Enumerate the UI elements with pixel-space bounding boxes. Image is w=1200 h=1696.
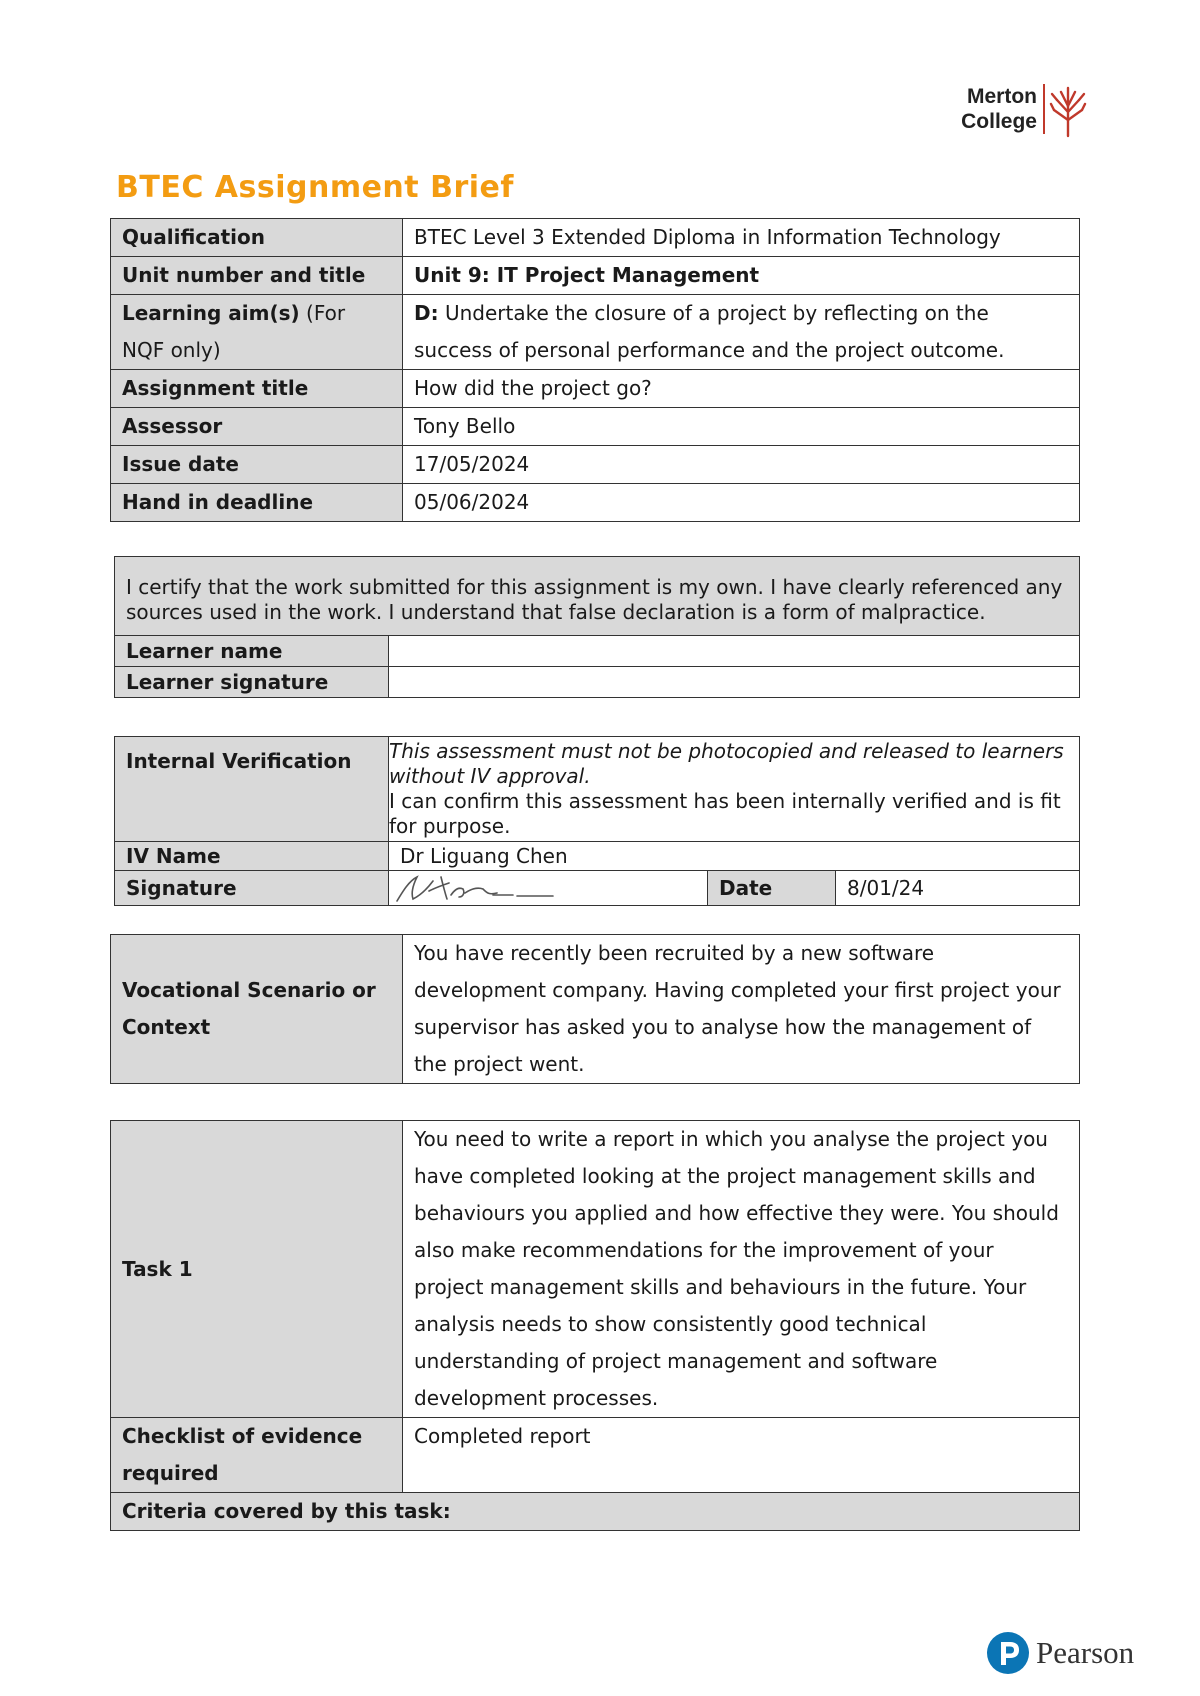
table-row: [115, 737, 1080, 842]
date-value: 8/01/24: [836, 871, 1080, 906]
table-row: [111, 1418, 1080, 1493]
tree-icon: [1049, 82, 1087, 138]
learner-signature-label: Learner signature: [115, 667, 389, 698]
internal-verification-text: [389, 737, 1080, 842]
table-row: [111, 1493, 1080, 1531]
task-label: Task 1: [111, 1121, 403, 1418]
learner-name-label: Learner name: [115, 636, 389, 667]
logo-line-1: Merton: [967, 85, 1037, 108]
iv-note: This assessment must not be photocopied and released to learners without IV approval.: [389, 739, 1064, 788]
table-row: [111, 370, 1080, 408]
task-table: [110, 1120, 1080, 1531]
scenario-label: Vocational Scenario or Context: [111, 935, 403, 1084]
date-label: Date: [708, 871, 836, 906]
table-row: [111, 484, 1080, 522]
logo-divider: [1043, 84, 1045, 134]
table-row: [115, 557, 1080, 636]
iv-name-label: IV Name: [115, 842, 389, 871]
table-row: [115, 871, 1080, 906]
declaration-text: I certify that the work submitted for this assignment is my own. I have clearly referenced any sources used in the work. I understand that false declaration is a form of malpractice.: [115, 557, 1080, 636]
assignment-info-table: [110, 218, 1080, 522]
table-row: [111, 219, 1080, 257]
learning-aim-code: D:: [414, 301, 439, 325]
assessor-value: Tony Bello: [403, 408, 1080, 446]
scenario-table: [110, 934, 1080, 1084]
task-text: You need to write a report in which you analyse the project you have completed looking at the project management skills and behaviours you applied and how effective they were. You should also make recommendations for the improvement of your project management skills and behaviours in the future. Your analysis needs to show consistently good technical understanding of project management and software development processes.: [403, 1121, 1080, 1418]
assessor-label: Assessor: [111, 408, 403, 446]
learning-aim-label-note: (For NQF only): [122, 301, 346, 362]
checklist-label: Checklist of evidence required: [111, 1418, 403, 1493]
pearson-logo: [986, 1631, 1135, 1681]
scenario-text: You have recently been recruited by a new software development company. Having completed your first project your supervisor has asked you to analyse how the management of the project went.: [403, 935, 1080, 1084]
table-row: [111, 257, 1080, 295]
iv-confirm: I can confirm this assessment has been internally verified and is fit for purpose.: [389, 789, 1061, 838]
logo-line-2: College: [961, 110, 1037, 133]
learning-aim-label: [111, 295, 403, 370]
merton-college-logo: [957, 82, 1087, 138]
table-row: [111, 295, 1080, 370]
unit-value: Unit 9: IT Project Management: [403, 257, 1080, 295]
assignment-title-value: How did the project go?: [403, 370, 1080, 408]
qualification-label: Qualification: [111, 219, 403, 257]
iv-name-value: Dr Liguang Chen: [389, 842, 1080, 871]
table-row: [115, 636, 1080, 667]
checklist-value: Completed report: [403, 1418, 1080, 1493]
table-row: [115, 842, 1080, 871]
issue-date-label: Issue date: [111, 446, 403, 484]
document-title: BTEC Assignment Brief: [116, 170, 514, 205]
handwritten-signature: [393, 871, 563, 905]
table-row: [115, 667, 1080, 698]
learning-aim-text: Undertake the closure of a project by reflecting on the success of personal performance and the project outcome.: [414, 301, 1005, 362]
unit-label: Unit number and title: [111, 257, 403, 295]
issue-date-value: 17/05/2024: [403, 446, 1080, 484]
merton-logo-wordmark: [957, 84, 1037, 134]
assignment-title-label: Assignment title: [111, 370, 403, 408]
table-row: [111, 1121, 1080, 1418]
internal-verification-label: Internal Verification: [115, 737, 389, 842]
pearson-p-icon: [986, 1631, 1030, 1675]
learning-aim-label-text: Learning aim(s): [122, 301, 300, 325]
table-row: [111, 935, 1080, 1084]
pearson-wordmark: Pearson: [1036, 1635, 1135, 1670]
table-row: [111, 408, 1080, 446]
signature-label: Signature: [115, 871, 389, 906]
learner-name-field[interactable]: [389, 636, 1080, 667]
deadline-value: 05/06/2024: [403, 484, 1080, 522]
qualification-value: BTEC Level 3 Extended Diploma in Information Technology: [403, 219, 1080, 257]
learner-signature-field[interactable]: [389, 667, 1080, 698]
criteria-label: Criteria covered by this task:: [111, 1493, 1080, 1531]
internal-verification-table: [114, 736, 1080, 906]
learning-aim-value: [403, 295, 1080, 370]
deadline-label: Hand in deadline: [111, 484, 403, 522]
declaration-table: [114, 556, 1080, 698]
iv-signature: [389, 871, 708, 906]
table-row: [111, 446, 1080, 484]
